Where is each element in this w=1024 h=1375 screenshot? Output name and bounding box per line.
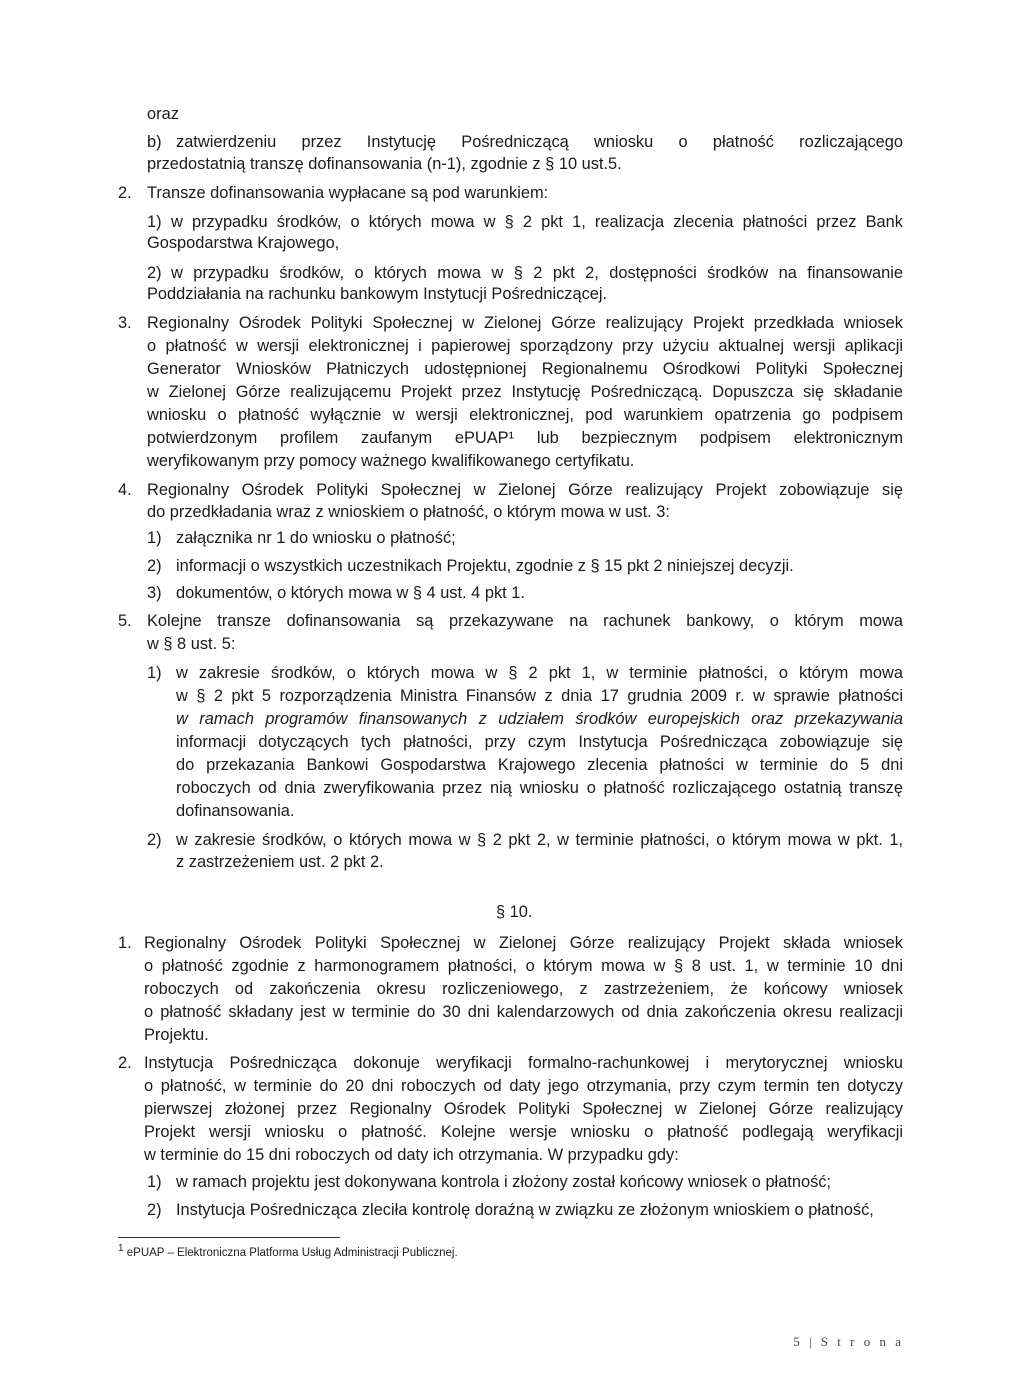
paragraph-line: o płatność zgodnie z harmonogramem płatności, o którym mowa w § 8 ust. 1, w terminie 10 dni [144, 957, 903, 975]
regulation-reference: w § 2 pkt 5 rozporządzenia Ministra Finansów z dnia 17 grudnia 2009 r. w sprawie płatności [176, 687, 903, 705]
item-number: 5. [118, 612, 132, 630]
paragraph-line: Regionalny Ośrodek Polityki Społecznej w Zielonej Górze realizujący Projekt zobowiązuje się [147, 481, 903, 499]
item-number: 3) [147, 584, 162, 602]
paragraph-line [176, 686, 903, 706]
paragraph-line: Regionalny Ośrodek Polityki Społecznej w Zielonej Górze realizujący Projekt składa wniosek [144, 934, 903, 952]
paragraph-line: Kolejne transze dofinansowania są przekazywane na rachunek bankowy, o którym mowa [147, 612, 903, 630]
paragraph-line: w zakresie środków, o których mowa w § 2 pkt 1, w terminie płatności, o którym mowa [176, 664, 903, 682]
paragraph-line: pierwszej złożonej przez Regionalny Ośrodek Polityki Społecznej w Zielonej Górze realizujący [144, 1100, 903, 1118]
paragraph-line: załącznika nr 1 do wniosku o płatność; [176, 529, 456, 547]
paragraph-line: w przypadku środków, o których mowa w § 2 pkt 2, dostępności środków na finansowanie [171, 264, 903, 282]
item-number: 2) [147, 831, 162, 849]
item-number: 2) [147, 557, 162, 575]
paragraph-line: w Zielonej Górze realizującemu Projekt przez Instytucję Pośredniczącą. Dopuszcza się składanie [147, 383, 903, 401]
paragraph-line: w ramach programów finansowanych z udziałem środków europejskich oraz przekazywania [176, 710, 903, 728]
paragraph-line: przedostatnią transzę dofinansowania (n-1), zgodnie z § 10 ust.5. [147, 155, 622, 173]
item-number: 1) [147, 213, 162, 231]
paragraph-line: z zastrzeżeniem ust. 2 pkt 2. [176, 853, 384, 871]
paragraph-line: Regionalny Ośrodek Polityki Społecznej w Zielonej Górze realizujący Projekt przedkłada wniosek [147, 314, 903, 332]
paragraph-line: w zakresie środków, o których mowa w § 2 pkt 2, w terminie płatności, o którym mowa w pkt. 1, [176, 831, 903, 849]
paragraph-line: Instytucja Pośrednicząca zleciła kontrolę doraźną w związku ze złożonym wnioskiem o płatność, [176, 1201, 874, 1219]
paragraph-line: Transze dofinansowania wypłacane są pod warunkiem: [147, 184, 549, 202]
footnote-text: ePUAP – Elektroniczna Platforma Usług Administracji Publicznej. [126, 1247, 458, 1259]
page-number: 5 | S t r o n a [793, 1334, 904, 1349]
item-number: 1. [118, 934, 132, 952]
paragraph-line: do przedkładania wraz z wnioskiem o płatność, o którym mowa w ust. 3: [147, 503, 670, 521]
section-title: § 10. [496, 903, 533, 921]
footnote [118, 1243, 458, 1260]
paragraph-line: wniosku o płatność wyłącznie w wersji elektronicznej, pod warunkiem opatrzenia go podpisem [147, 406, 903, 424]
item-number: 2. [118, 1054, 132, 1072]
paragraph-line: zatwierdzeniu przez Instytucję Pośredniczącą wniosku o płatność rozliczającego [176, 133, 903, 151]
item-number: 1) [147, 664, 162, 682]
item-number: 1) [147, 529, 162, 547]
footnote-separator [118, 1237, 340, 1238]
paragraph-line: w przypadku środków, o których mowa w § 2 pkt 1, realizacja zlecenia płatności przez Bank [171, 213, 903, 231]
paragraph-line: o płatność składany jest w terminie do 30 dni kalendarzowych od dnia zakończenia okresu realizacji [144, 1003, 903, 1021]
item-number: 2) [147, 1201, 162, 1219]
paragraph-line: dofinansowania. [176, 802, 295, 820]
paragraph-line: w § 8 ust. 5: [147, 635, 236, 653]
paragraph-line: roboczych od dnia zweryfikowania przez nią wniosku o płatność rozliczającego ostatnią transzę [176, 779, 903, 797]
paragraph-line: w ramach projektu jest dokonywana kontrola i złożony został końcowy wniosek o płatność; [176, 1173, 832, 1191]
item-number: b) [147, 133, 162, 151]
item-number: 2) [147, 264, 162, 282]
paragraph-line: Generator Wniosków Płatniczych udostępnionej Regionalnemu Ośrodkowi Polityki Społecznej [147, 360, 903, 378]
paragraph-line: informacji dotyczących tych płatności, przy czym Instytucja Pośrednicząca zobowiązuje się [176, 733, 903, 751]
paragraph-line: Gospodarstwa Krajowego, [147, 234, 340, 252]
paragraph-line: do przekazania Bankowi Gospodarstwa Krajowego zlecenia płatności w terminie do 5 dni [176, 756, 903, 774]
item-number: 1) [147, 1173, 162, 1191]
item-number: 2. [118, 184, 132, 202]
paragraph-line: weryfikowanym przy pomocy ważnego kwalifikowanego certyfikatu. [147, 452, 635, 470]
paragraph-line: dokumentów, o których mowa w § 4 ust. 4 pkt 1. [176, 584, 525, 602]
paragraph-line: Projektu. [144, 1026, 209, 1044]
paragraph-line: potwierdzonym profilem zaufanym ePUAP¹ lub bezpiecznym podpisem elektronicznym [147, 429, 903, 447]
paragraph-line: roboczych od zakończenia okresu rozliczeniowego, z zastrzeżeniem, że końcowy wniosek [144, 980, 903, 998]
paragraph-line: Projekt wersji wniosku o płatność. Kolejne wersje wniosku o płatność podlegają weryfikacji [144, 1123, 903, 1141]
footnote-mark: 1 [118, 1243, 124, 1255]
paragraph-line: informacji o wszystkich uczestnikach Projektu, zgodnie z § 15 pkt 2 niniejszej decyzji. [176, 557, 794, 575]
item-number: 4. [118, 481, 132, 499]
paragraph-line: o płatność, w terminie do 20 dni roboczych od daty jego otrzymania, przy czym termin ten dotyczy [144, 1077, 903, 1095]
paragraph-line: Instytucja Pośrednicząca dokonuje weryfikacji formalno-rachunkowej i merytorycznej wniosku [144, 1054, 903, 1072]
item-number: 3. [118, 314, 132, 332]
paragraph-line: o płatność w wersji elektronicznej i papierowej sporządzony przy użyciu aktualnej wersji aplikacji [147, 337, 903, 355]
paragraph-line: w terminie do 15 dni roboczych od daty ich otrzymania. W przypadku gdy: [144, 1146, 679, 1164]
paragraph-line: Poddziałania na rachunku bankowym Instytucji Pośredniczącej. [147, 285, 608, 303]
text-oraz: oraz [147, 105, 179, 123]
